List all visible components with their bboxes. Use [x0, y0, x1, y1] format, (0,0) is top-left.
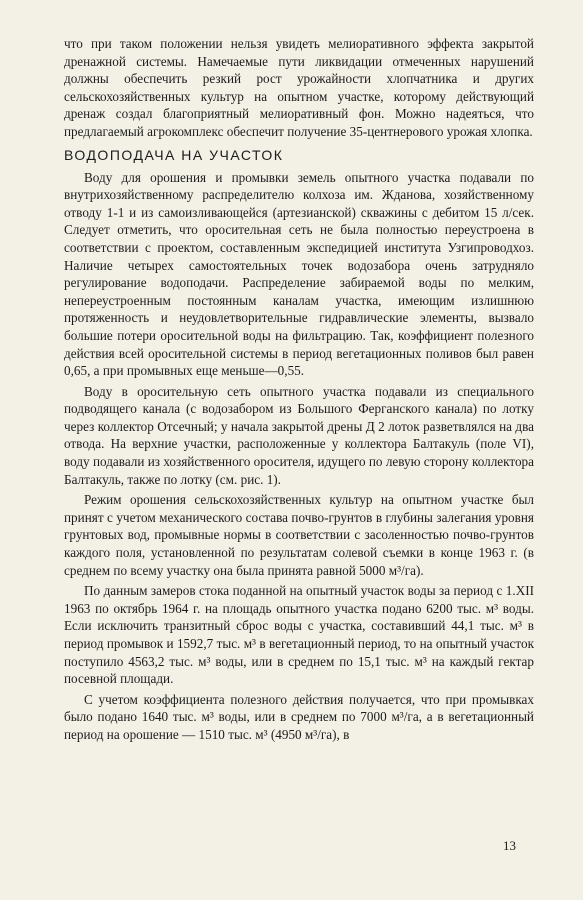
paragraph-canal: Воду в оросительную сеть опытного участка подавали из специального подводящего канала (с водозабором из Большого Ферганского канала) по лотку через коллектор Отсечный; у начала закрытой дрены Д 2 лоток разветвлялся на два отвода. На верхние участки, расположенные у коллектора Балтакуль (поле VI), воду подавали из хозяйственного оросителя, идущего по левую сторону коллектора Балтакуль, также по лотку (см. рис. 1).	[64, 383, 534, 487]
page-number: 13	[503, 838, 516, 853]
paragraph-intro-continued: что при таком положении нельзя увидеть мелиоративного эффекта закрытой дренажной системы. Намечаемые пути ликвидации отмеченных нарушений должны обеспечить резкий рост урожайности хлопчатника и других сельскохозяйственных культур на опытном участке, которому действующий дренаж создал благоприятный мелиоративный фон. Можно надеяться, что предлагаемый агрокомплекс обеспечит получение 35-центнерового урожая хлопка.	[64, 36, 534, 139]
paragraph-water-supply: Воду для орошения и промывки земель опытного участка подавали по внутрихозяйственному распределителю колхоза им. Жданова, хозяйственному отводу 1-1 и из самоизливающейся (артезианской) скважины с дебитом 15 л/сек. Следует отметить, что оросительная сеть не была полностью переустроена в соответствии с проектом, составленным экспедицией института Узгипроводхоз. Наличие четырех самостоятельных точек водозабора очень затрудняло регулирование водоподачи. Распределение забираемой воды по мелким, непереустроенным постоянным каналам участка, имеющим излишнюю протяженность и неудовлетворительные гидравлические элементы, вызвало большие потери оросительной воды на фильтрацию. Так, коэффициент полезного действия всей оросительной системы в период вегетационных поливов был равен 0,65, а при промывных еще меньше—0,55.	[64, 169, 534, 379]
section-heading: ВОДОПОДАЧА НА УЧАСТОК	[64, 146, 284, 163]
page-content	[64, 35, 534, 744]
paragraph-efficiency: С учетом коэффициента полезного действия получается, что при промывках было подано 1640 тыс. м³ воды, или в среднем по 7000 м³/га, а в вегетационный период на орошение — 1510 тыс. м³ (4950 м³/га), в	[64, 691, 534, 742]
paragraph-irrigation-regime: Режим орошения сельскохозяйственных культур на опытном участке был принят с учетом механического состава почво-грунтов в глубины залегания уровня грунтовых вод, промывные нормы в соответствии с засоленностью почво-грунтов каждого поля, установленной по результатам солевой съемки в конце 1963 г. (в среднем по всему участку она была принята равной 5000 м³/га).	[64, 492, 534, 578]
paragraph-measurements: По данным замеров стока поданной на опытный участок воды за период с 1.XII 1963 по октябрь 1964 г. на площадь опытного участка подано 6200 тыс. м³ воды. Если исключить транзитный сброс воды с участка, составивший 44,1 тыс. м³ в период промывок и 1592,7 тыс. м³ в вегетационный период, то на опытный участок поступило 4563,2 тыс. м³ воды, или в среднем по 15,1 тыс. м³ на каждый гектар посевной площади.	[64, 583, 534, 687]
